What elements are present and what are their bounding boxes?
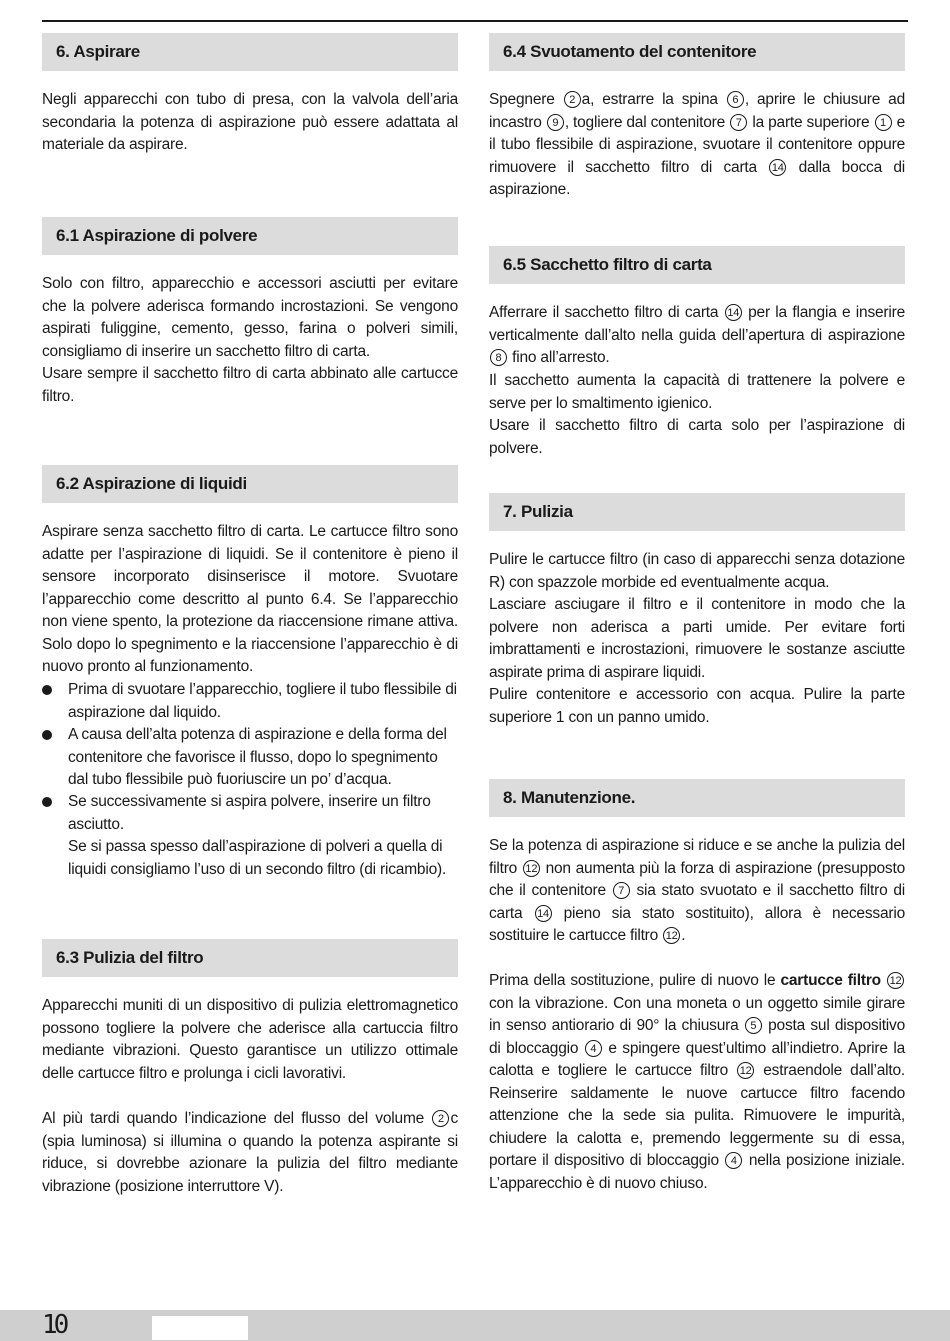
right-column xyxy=(489,0,905,1300)
section-6-1-paragraph-2: Usare sempre il sacchetto filtro di carta abbinato alle cartucce filtro. xyxy=(42,365,458,405)
ref-number-5: 5 xyxy=(745,1017,762,1034)
bullet-continuation-text: Se si passa spesso dall’aspirazione di polveri a quella di liquidi consigliamo l’uso di un secondo filtro (di ricambio). xyxy=(68,838,447,878)
ref-number-12: 12 xyxy=(523,860,540,877)
section-heading-6-5: 6.5 Sacchetto filtro di carta xyxy=(489,246,905,284)
section-6-5-paragraph-2: Il sacchetto aumenta la capacità di trattenere la polvere e serve per lo smaltimento igienico. xyxy=(489,372,905,412)
ref-number-9: 9 xyxy=(547,114,564,131)
section-heading-8: 8. Manutenzione. xyxy=(489,779,905,817)
bullet-item xyxy=(42,791,458,836)
ref-number-1: 1 xyxy=(875,114,892,131)
section-6-4-paragraph: Spegnere 2 a, estrarre la spina 6 , aprire le chiusure ad incastro 9 , togliere dal contenitore 7 la parte superiore 1 e il tubo flessibile di aspirazione, svuotare il contenitore oppure rimuovere il sacchetto filtro di carta 14 dalla bocca di aspirazione. xyxy=(489,91,906,198)
bullet-text: Se successivamente si aspira polvere, inserire un filtro asciutto. xyxy=(68,793,431,833)
section-8-paragraph-2: Prima della sostituzione, pulire di nuovo le cartucce filtro 12 con la vibrazione. Con una moneta o un oggetto simile girare in senso antiorario di 90° la chiusura 5 posta sul dispositivo di bloccaggio 4 e spingere quest’ultimo all’indietro. Aprire la calotta e togliere le cartucce filtro 12 estraendole dall’alto. Reinserire saldamente le nuove cartucce filtro facendo attenzione che la sede sia pulita. Rimuovere le impurità, chiudere la calotta e, premendo leggermente su di essa, portare il dispositivo di bloccaggio 4 nella posizione iniziale. L’apparecchio è di nuovo chiuso. xyxy=(489,972,906,1192)
ref-number-6: 6 xyxy=(727,91,744,108)
ref-number-12: 12 xyxy=(663,927,680,944)
ref-number-4: 4 xyxy=(585,1040,602,1057)
section-heading-7: 7. Pulizia xyxy=(489,493,905,531)
section-6-3-paragraph-2: Al più tardi quando l’indicazione del flusso del volume 2 c (spia luminosa) si illumina o quando la potenza aspirante si riduce, si dovrebbe azionare la pulizia del filtro mediante vibrazione (posizione interruttore V). xyxy=(42,1110,458,1195)
footer-blank-box xyxy=(152,1316,248,1340)
ref-number-4: 4 xyxy=(725,1152,742,1169)
section-heading-6-2: 6.2 Aspirazione di liquidi xyxy=(42,465,458,503)
bullet-dot-icon xyxy=(42,797,52,807)
ref-number-12: 12 xyxy=(887,972,904,989)
section-heading-6-1: 6.1 Aspirazione di polvere xyxy=(42,217,458,255)
page-number: 10 xyxy=(42,1310,66,1340)
bullet-text: Prima di svuotare l’apparecchio, togliere il tubo flessibile di aspirazione dal liquido. xyxy=(68,681,457,721)
section-6-5-paragraph-3: Usare il sacchetto filtro di carta solo per l’aspirazione di polvere. xyxy=(489,417,905,457)
section-7-paragraph-1: Pulire le cartucce filtro (in caso di apparecchi senza dotazione R) con spazzole morbide ed eventualmente acqua. xyxy=(489,551,905,591)
ref-number-8: 8 xyxy=(490,349,507,366)
bullet-text: A causa dell’alta potenza di aspirazione e della forma del contenitore che favorisce il flusso, dopo lo spegnimento dal tubo flessibile può fuoriuscire un po’ d’acqua. xyxy=(68,726,447,788)
section-6-3-paragraph-1: Apparecchi muniti di un dispositivo di pulizia elettromagnetico possono togliere la polvere che aderisce alla cartuccia filtro mediante vibrazioni. Questo garantisce un utilizzo ottimale delle cartucce filtro e prolunga i cicli lavorativi. xyxy=(42,997,458,1082)
ref-number-14: 14 xyxy=(769,159,786,176)
footer-bar xyxy=(0,1310,950,1341)
bullet-continuation xyxy=(42,836,458,881)
section-7-paragraph-3: Pulire contenitore e accessorio con acqua. Pulire la parte superiore 1 con un panno umido. xyxy=(489,686,905,726)
bullet-dot-icon xyxy=(42,730,52,740)
section-heading-6-3: 6.3 Pulizia del filtro xyxy=(42,939,458,977)
section-7-paragraph-2: Lasciare asciugare il filtro e il contenitore in modo che la polvere non aderisca a parti umide. Per evitare forti imbrattamenti e incrostazioni, rimuovere le sostanze asciutte aspirate prima di aspirare liquidi. xyxy=(489,596,905,681)
bullet-dot-icon xyxy=(42,685,52,695)
ref-number-2: 2 xyxy=(564,91,581,108)
section-heading-6: 6. Aspirare xyxy=(42,33,458,71)
bullet-item xyxy=(42,679,458,724)
section-8-paragraph-1: Se la potenza di aspirazione si riduce e se anche la pulizia del filtro 12 non aumenta più la forza di aspirazione (presupposto che il contenitore 7 sia stato svuotato e il sacchetto filtro di carta 14 pieno sia stato sostituito), allora è necessario sostituire le cartucce filtro 12 . xyxy=(489,837,905,944)
bullet-item xyxy=(42,724,458,792)
section-heading-6-4: 6.4 Svuotamento del contenitore xyxy=(489,33,905,71)
left-column xyxy=(42,0,458,1300)
ref-number-12: 12 xyxy=(737,1062,754,1079)
ref-number-14: 14 xyxy=(535,905,552,922)
section-6-2-paragraph: Aspirare senza sacchetto filtro di carta. Le cartucce filtro sono adatte per l’aspirazione di liquidi. Se il contenitore è pieno il sensore incorporato disinserisce il motore. Svuotare l’apparecchio come descritto al punto 6.4. Se l’apparecchio non viene spento, la protezione da riaccensione rimane attiva. Solo dopo lo spegnimento e la riaccensione l’apparecchio è di nuovo pronto al funzionamento. xyxy=(42,523,458,675)
ref-number-7: 7 xyxy=(730,114,747,131)
ref-number-2: 2 xyxy=(432,1110,449,1127)
section-6-1-paragraph-1: Solo con filtro, apparecchio e accessori asciutti per evitare che la polvere aderisca formando incrostazioni. Se vengono aspirati fuliggine, cemento, gesso, farina o polveri simili, consigliamo di inserire un sacchetto filtro di carta. xyxy=(42,275,458,360)
section-6-paragraph: Negli apparecchi con tubo di presa, con la valvola dell’aria secondaria la potenza di aspirazione può essere adattata al materiale da aspirare. xyxy=(42,91,458,153)
ref-number-7: 7 xyxy=(613,882,630,899)
section-6-5-paragraph-1: Afferrare il sacchetto filtro di carta 14 per la flangia e inserire verticalmente dall’alto nella guida dell’apertura di aspirazione 8 fino all’arresto. xyxy=(489,304,906,366)
ref-number-14: 14 xyxy=(725,304,742,321)
